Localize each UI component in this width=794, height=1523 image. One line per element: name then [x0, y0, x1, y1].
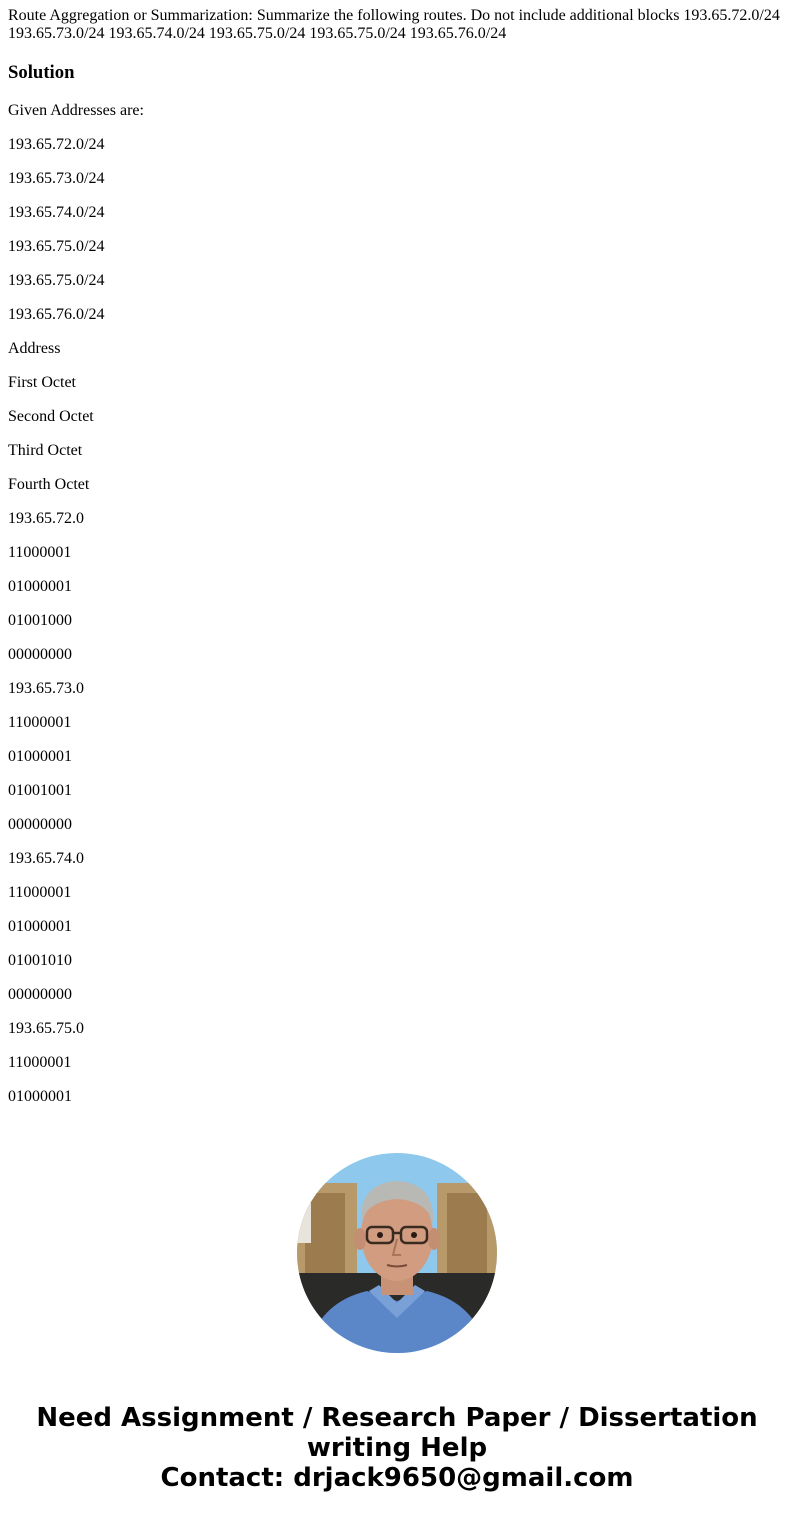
solution-line: 00000000	[8, 816, 72, 833]
solution-line: 01000001	[8, 918, 72, 935]
solution-heading: Solution	[8, 62, 75, 83]
contact-banner	[0, 1403, 794, 1493]
solution-line: 01000001	[8, 748, 72, 765]
question-text: Route Aggregation or Summarization: Summarize the following routes. Do not include additional blocks 193.65.72.0/24 193.65.73.0/24 193.65.74.0/24 193.65.75.0/24 193.65.75.0/24 193.65.76.0/24	[8, 7, 780, 42]
solution-line: 193.65.74.0/24	[8, 204, 105, 221]
solution-line: 193.65.74.0	[8, 850, 84, 867]
solution-line: Fourth Octet	[8, 476, 90, 493]
solution-line: 193.65.76.0/24	[8, 306, 105, 323]
author-avatar	[297, 1153, 497, 1353]
solution-line: 11000001	[8, 714, 72, 731]
solution-line: Address	[8, 340, 61, 357]
solution-line: 00000000	[8, 646, 72, 663]
solution-line: 193.65.75.0/24	[8, 238, 105, 255]
solution-line: 11000001	[8, 884, 72, 901]
cta-line-2: writing Help	[306, 1433, 488, 1463]
solution-line: Third Octet	[8, 442, 83, 459]
solution-line: 01001010	[8, 952, 72, 969]
solution-line: 193.65.75.0	[8, 1020, 84, 1037]
cta-line-1: Need Assignment / Research Paper / Dissertation	[36, 1403, 758, 1433]
solution-line: 193.65.73.0/24	[8, 170, 105, 187]
solution-line: 01001001	[8, 782, 72, 799]
cta-line-3: Contact: drjack9650@gmail.com	[160, 1463, 634, 1493]
solution-line: Second Octet	[8, 408, 94, 425]
solution-line: 00000000	[8, 986, 72, 1003]
solution-line: Given Addresses are:	[8, 102, 144, 119]
solution-line: 01001000	[8, 612, 72, 629]
solution-line: 11000001	[8, 1054, 72, 1071]
solution-line: 193.65.72.0/24	[8, 136, 105, 153]
solution-line: 193.65.73.0	[8, 680, 84, 697]
solution-line: 01000001	[8, 578, 72, 595]
solution-line: 193.65.75.0/24	[8, 272, 105, 289]
solution-line: 193.65.72.0	[8, 510, 84, 527]
solution-line: 01000001	[8, 1088, 72, 1105]
solution-line: 11000001	[8, 544, 72, 561]
solution-lines	[8, 102, 144, 1122]
solution-line: First Octet	[8, 374, 76, 391]
